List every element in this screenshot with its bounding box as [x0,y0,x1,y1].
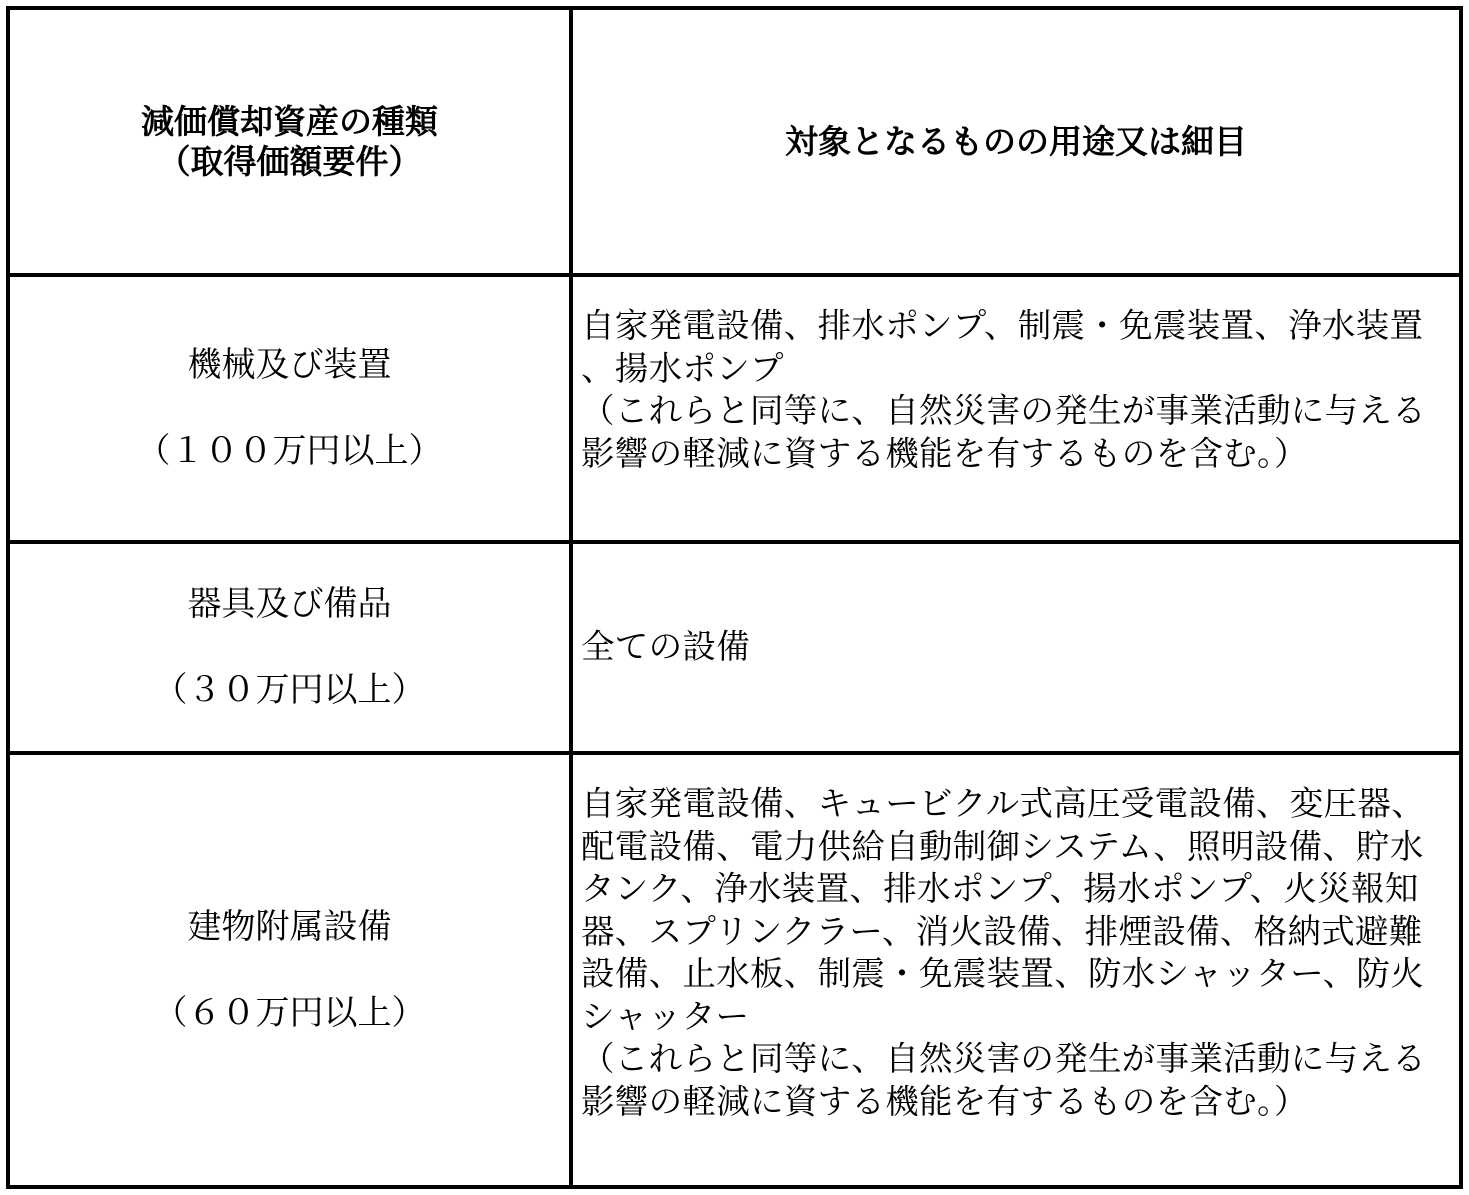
row-building-equipment-category [154,863,426,1078]
row-machinery-items-cell [573,277,1459,544]
row-fixtures-category-cell [10,544,573,755]
row-machinery-category-cell [10,277,573,544]
items-note: （これらと同等に、自然災害の発生が事業活動に与える影響の軽減に資する機能を有するものを含む。） [581,1039,1426,1121]
row-building-equipment-items [581,783,1451,1123]
header-usage-label: 対象となるものの用途又は細目 [785,121,1247,161]
header-asset-type [141,102,438,182]
category-name: 建物附属設備 [187,906,392,947]
category-threshold: （６０万円以上） [153,992,426,1033]
header-cell-usage [573,10,1459,277]
row-building-equipment-items-cell [573,755,1459,1185]
row-fixtures-items-cell [573,544,1459,755]
category-threshold: （３０万円以上） [153,670,426,710]
header-asset-type-label: 減価償却資産の種類 [141,101,438,141]
header-threshold-label: （取得価額要件） [157,141,422,181]
header-cell-asset-type [10,10,573,277]
row-fixtures-category [154,544,426,755]
category-threshold: （１００万円以上） [136,431,443,471]
items-list: 自家発電設備、キュービクル式高圧受電設備、変圧器、配電設備、電力供給自動制御システム、照明設備、貯水タンク、浄水装置、排水ポンプ、揚水ポンプ、火災報知器、スプリンクラー、消火設備、排煙設備、格納式避難設備、止水板、制震・免震装置、防水シャッター、防火シャッター [581,784,1425,1036]
row-building-equipment-category-cell [10,755,573,1185]
row-machinery-items [581,305,1451,475]
items-note: （これらと同等に、自然災害の発生が事業活動に与える影響の軽減に資する機能を有するものを含む。） [581,391,1426,473]
asset-type-table [6,6,1463,1189]
row-fixtures-items [581,626,750,669]
items-list: 自家発電設備、排水ポンプ、制震・免震装置、浄水装置、揚水ポンプ [581,306,1424,388]
category-name: 機械及び装置 [187,345,392,385]
category-name: 器具及び備品 [187,584,392,624]
row-machinery-category [137,301,443,516]
items-list: 全ての設備 [581,627,750,667]
